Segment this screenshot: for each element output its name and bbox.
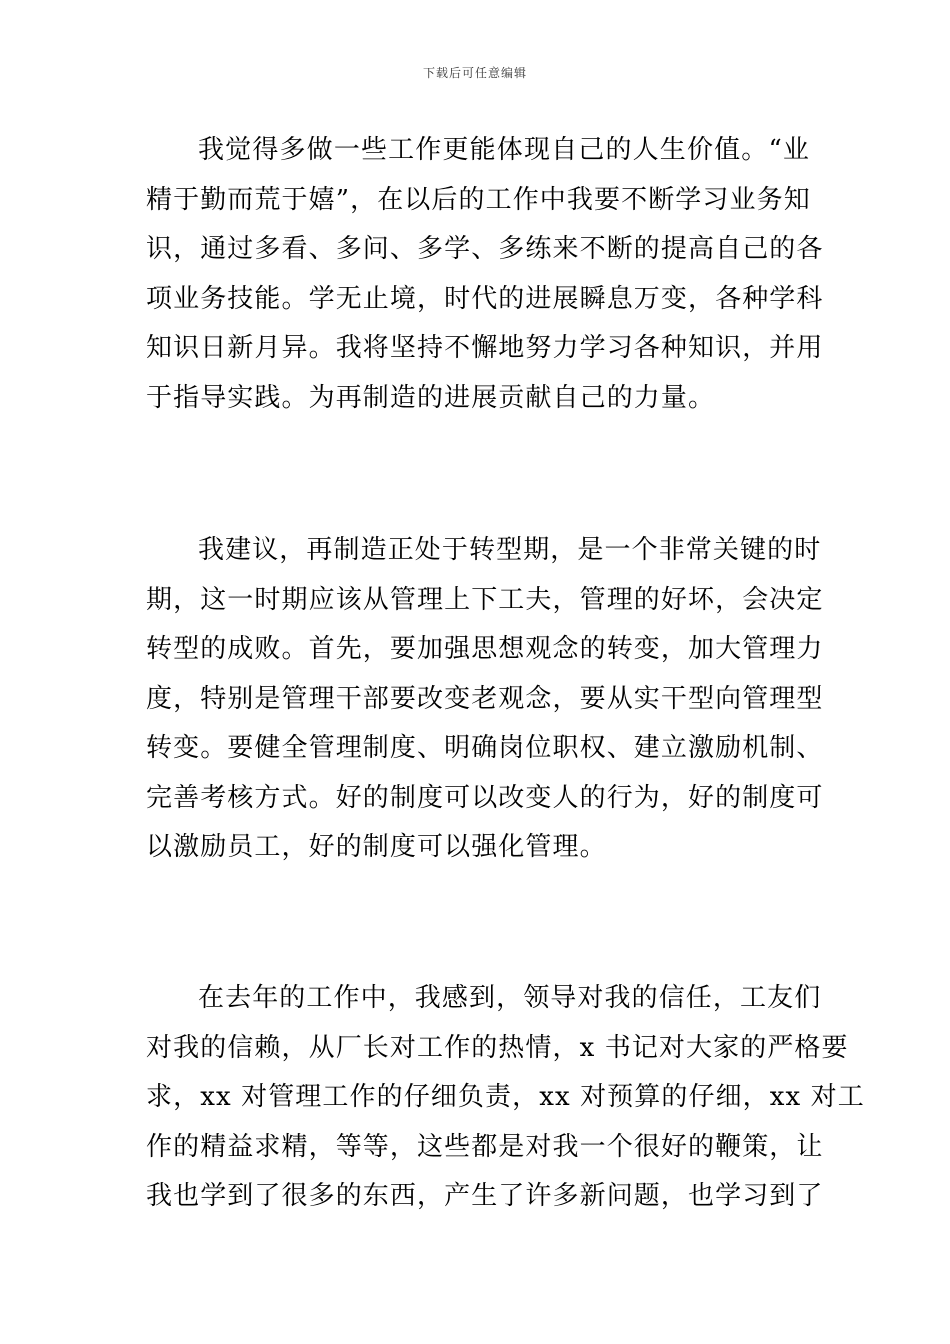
text-line: 转变。要健全管理制度、明确岗位职权、建立激励机制、 bbox=[146, 733, 824, 763]
text-line: 我觉得多做一些工作更能体现自己的人生价值。“业 bbox=[198, 135, 810, 165]
text-line: 以激励员工，好的制度可以强化管理。 bbox=[146, 832, 607, 862]
paragraph-3 bbox=[146, 974, 865, 1222]
text-line: 我建议，再制造正处于转型期，是一个非常关键的时 bbox=[198, 535, 822, 565]
page-header: 下载后可任意编辑 bbox=[422, 66, 527, 80]
text-line: 求，xx 对管理工作的仔细负责，xx 对预算的仔细，xx 对工 bbox=[146, 1082, 865, 1112]
text-line: 期，这一时期应该从管理上下工夫，管理的好坏，会决定 bbox=[146, 584, 824, 615]
text-line: 作的精益求精，等等，这些都是对我一个很好的鞭策，让 bbox=[146, 1131, 824, 1162]
text-line: 对我的信赖，从厂长对工作的热情，x 书记对大家的严格要 bbox=[146, 1032, 849, 1063]
paragraph-1 bbox=[146, 126, 824, 423]
text-line: 知识日新月异。我将坚持不懈地努力学习各种知识，并用 bbox=[146, 333, 824, 363]
text-line: 项业务技能。学无止境，时代的进展瞬息万变，各种学科 bbox=[146, 283, 824, 314]
text-line: 度，特别是管理干部要改变老观念，要从实干型向管理型 bbox=[146, 683, 824, 714]
text-line: 精于勤而荒于嬉”，在以后的工作中我要不断学习业务知 bbox=[146, 184, 811, 215]
paragraph-2 bbox=[146, 526, 824, 873]
text-line: 转型的成败。首先，要加强思想观念的转变，加大管理力 bbox=[146, 634, 824, 664]
text-line: 完善考核方式。好的制度可以改变人的行为，好的制度可 bbox=[146, 782, 824, 813]
text-line: 识，通过多看、多问、多学、多练来不断的提高自己的各 bbox=[146, 234, 824, 264]
text-line: 于指导实践。为再制造的进展贡献自己的力量。 bbox=[146, 382, 716, 413]
text-line: 在去年的工作中，我感到，领导对我的信任，工友们 bbox=[198, 983, 822, 1013]
text-line: 我也学到了很多的东西，产生了许多新问题，也学习到了 bbox=[146, 1181, 824, 1211]
